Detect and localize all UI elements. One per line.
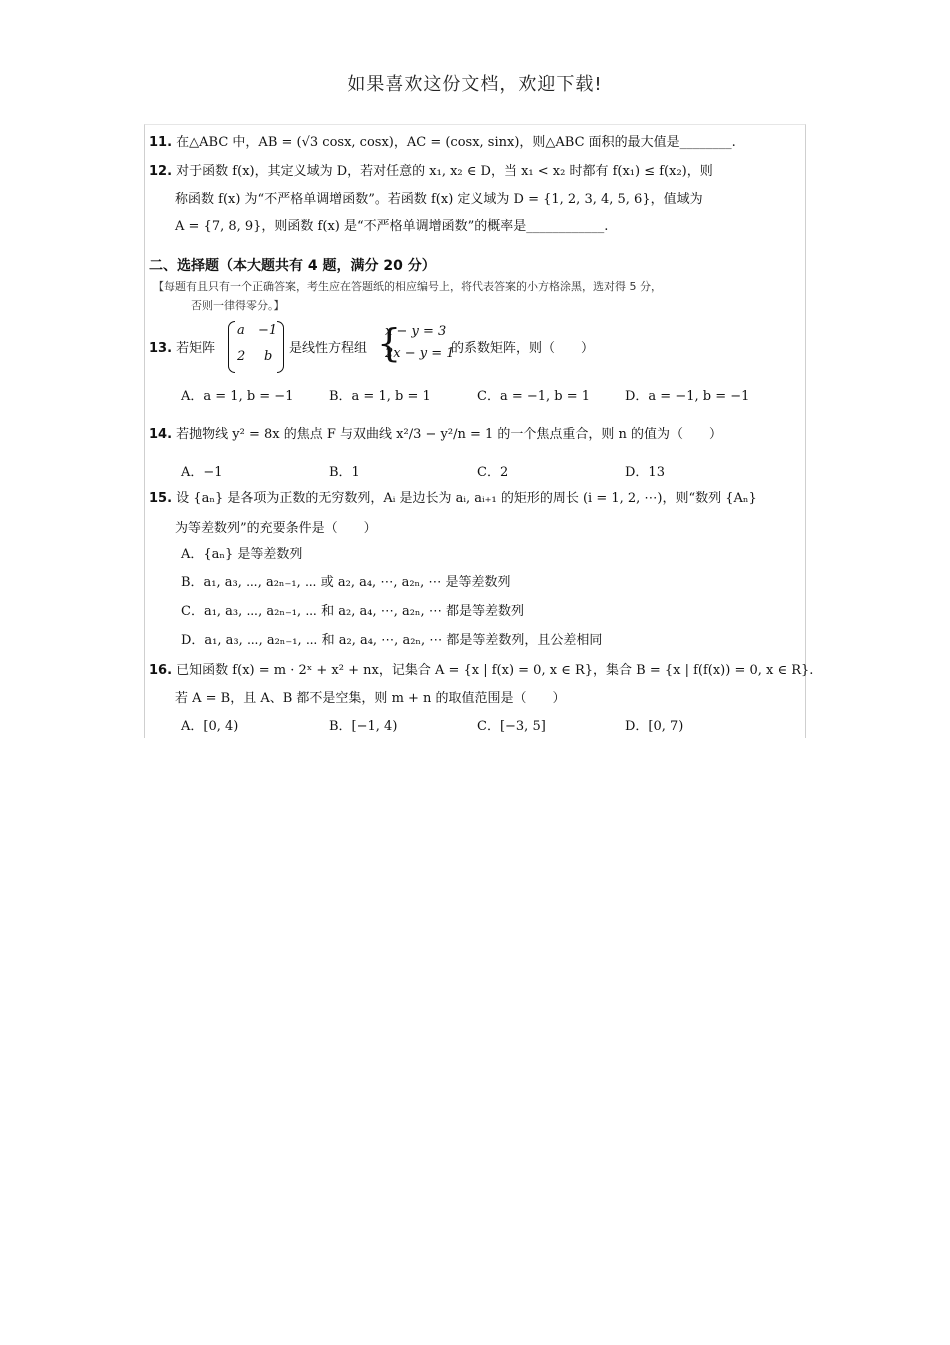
question-text: 在△ABC 中，AB = (√3 cosx, cosx)，AC = (cosx, sinx)，则△ABC 面积的最大值是________. <box>176 135 736 150</box>
question-12 <box>149 160 801 179</box>
matrix-entry: −1 <box>258 323 278 338</box>
option-d: D．[0, 7) <box>625 719 684 734</box>
scanned-exam-page <box>144 124 814 738</box>
option-a: A．−1 <box>181 465 223 480</box>
question-number: 13. <box>149 341 173 356</box>
option-d: D．13 <box>625 465 665 480</box>
option-c: C．2 <box>477 465 509 480</box>
equation-1: x − y = 3 <box>385 324 447 339</box>
document-header: 如果喜欢这份文档，欢迎下载! <box>347 74 603 95</box>
question-16 <box>149 659 814 678</box>
matrix-entry: b <box>264 349 273 364</box>
equation-2: 2x − y = 1 <box>385 346 455 361</box>
question-15-line2: 为等差数列”的充要条件是（ ） <box>175 521 377 536</box>
section-note-line2: 否则一律得零分。】 <box>191 299 285 312</box>
option-b: B．a = 1, b = 1 <box>329 389 431 404</box>
question-number: 14. <box>149 427 173 442</box>
question-text-pre: 若矩阵 <box>176 341 216 356</box>
question-text: 若抛物线 y² = 8x 的焦点 F 与双曲线 x²/3 − y²/n = 1 的一个焦点重合，则 n 的值为（ ） <box>176 427 723 442</box>
question-number: 11. <box>149 135 173 150</box>
section-note-line1: 【每题有且只有一个正确答案，考生应在答题纸的相应编号上，将代表答案的小方格涂黑，选对得 5 分， <box>153 280 662 293</box>
question-14 <box>149 423 801 442</box>
question-16-line2: 若 A = B，且 A、B 都不是空集，则 m + n 的取值范围是（ ） <box>175 691 566 706</box>
option-d: D．a = −1, b = −1 <box>625 389 750 404</box>
section-title: 二、选择题（本大题共有 4 题，满分 20 分） <box>149 258 436 274</box>
option-c: C．a = −1, b = 1 <box>477 389 591 404</box>
matrix-entry: 2 <box>237 349 246 364</box>
question-11 <box>149 131 801 150</box>
question-13-post: 的系数矩阵，则（ ） <box>451 341 595 356</box>
option-c: C．a₁, a₃, ⋯, a₂ₙ₋₁, ⋯ 和 a₂, a₄, ⋯, a₂ₙ, ⋯ 都是等差数列 <box>181 604 524 619</box>
option-b: B．a₁, a₃, ⋯, a₂ₙ₋₁, ⋯ 或 a₂, a₄, ⋯, a₂ₙ, ⋯ 是等差数列 <box>181 575 511 590</box>
option-a: A．a = 1, b = −1 <box>181 389 294 404</box>
question-number: 16. <box>149 663 173 678</box>
question-number: 15. <box>149 491 173 506</box>
option-a: A．{aₙ} 是等差数列 <box>181 547 303 562</box>
equation-system <box>385 321 455 365</box>
question-text-line1: 设 {aₙ} 是各项为正数的无穷数列，Aᵢ 是边长为 aᵢ, aᵢ₊₁ 的矩形的周长 (i = 1, 2, ⋯)，则“数列 {Aₙ} <box>176 491 757 506</box>
question-12-line3: A = {7, 8, 9}，则函数 f(x) 是“不严格单调增函数”的概率是____________. <box>175 219 609 234</box>
system-brace: { <box>377 321 402 365</box>
option-c: C．[−3, 5] <box>477 719 546 734</box>
coefficient-matrix <box>228 321 284 373</box>
question-12-line2: 称函数 f(x) 为“不严格单调增函数”。若函数 f(x) 定义域为 D = {1, 2, 3, 4, 5, 6}，值域为 <box>175 192 703 207</box>
question-text-line1: 对于函数 f(x)，其定义域为 D，若对任意的 x₁, x₂ ∈ D，当 x₁ < x₂ 时都有 f(x₁) ≤ f(x₂)，则 <box>176 164 713 179</box>
option-b: B．1 <box>329 465 360 480</box>
matrix-right-bracket <box>277 321 284 373</box>
question-13-mid: 是线性方程组 <box>289 341 368 356</box>
matrix-left-bracket <box>228 321 235 373</box>
matrix-entry: a <box>237 323 245 338</box>
question-15 <box>149 487 801 506</box>
option-a: A．[0, 4) <box>181 719 239 734</box>
option-b: B．[−1, 4) <box>329 719 398 734</box>
question-text-line1: 已知函数 f(x) = m · 2ˣ + x² + nx，记集合 A = {x | f(x) = 0, x ∈ R}，集合 B = {x | f(f(x)) = 0, x ∈ R}. <box>176 663 814 678</box>
option-d: D．a₁, a₃, ⋯, a₂ₙ₋₁, ⋯ 和 a₂, a₄, ⋯, a₂ₙ, ⋯ 都是等差数列，且公差相同 <box>181 633 603 648</box>
question-number: 12. <box>149 164 173 179</box>
